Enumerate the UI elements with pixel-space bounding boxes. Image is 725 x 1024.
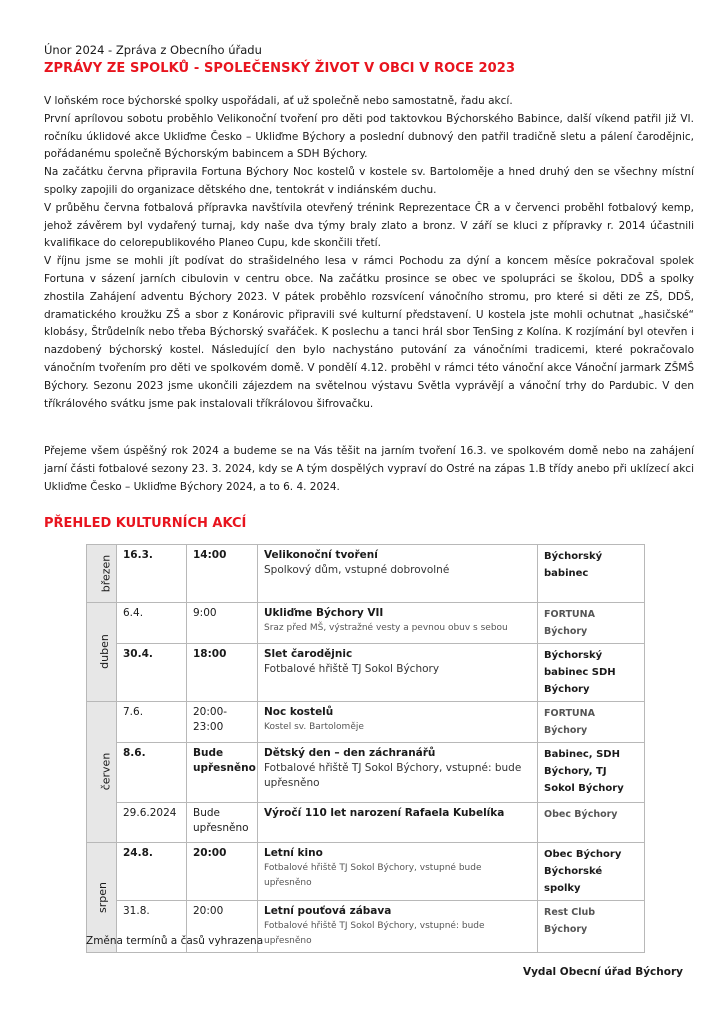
event-time: 20:00-23:00 <box>193 706 228 733</box>
table-row <box>87 702 645 743</box>
table-row <box>87 603 645 644</box>
event-organizer: Babinec, SDH Býchory, TJ Sokol Býchory <box>544 749 624 794</box>
report-header: Únor 2024 - Zpráva z Obecního úřadu <box>44 43 262 57</box>
month-label: březen <box>99 554 113 592</box>
events-section-title: PŘEHLED KULTURNÍCH AKCÍ <box>44 516 247 531</box>
event-date: 30.4. <box>123 648 153 660</box>
event-time: 18:00 <box>193 648 227 660</box>
report-body <box>44 93 694 413</box>
events-table <box>86 544 645 953</box>
event-time: 20:00 <box>193 905 224 917</box>
event-name: Letní pouťová zábava <box>264 905 392 917</box>
event-date: 16.3. <box>123 549 153 561</box>
event-date: 6.4. <box>123 607 144 619</box>
event-name: Noc kostelů <box>264 706 334 718</box>
event-place: Fotbalové hřiště TJ Sokol Býchory, vstupné: bude upřesněno <box>264 921 485 946</box>
month-label: červen <box>99 752 113 791</box>
event-name: Letní kino <box>264 847 323 859</box>
event-date: 24.8. <box>123 847 153 859</box>
schedule-footnote: Změna termínů a časů vyhrazena <box>86 935 264 947</box>
event-name: Dětský den – den záchranářů <box>264 747 436 759</box>
event-date: 7.6. <box>123 706 144 718</box>
month-label: duben <box>97 634 111 669</box>
event-date: 31.8. <box>123 905 150 917</box>
event-place: Sraz před MŠ, výstražné vesty a pevnou obuv s sebou <box>264 623 508 633</box>
event-place: Kostel sv. Bartoloměje <box>264 722 364 732</box>
table-row <box>87 743 645 803</box>
month-cell-cerven <box>87 702 117 843</box>
table-row <box>87 803 645 843</box>
event-place: Fotbalové hřiště TJ Sokol Býchory, vstupné: bude upřesněno <box>264 762 522 789</box>
event-name: Velikonoční tvoření <box>264 549 378 561</box>
event-place: Fotbalové hřiště TJ Sokol Býchory <box>264 663 440 675</box>
event-date: 29.6.2024 <box>123 807 177 819</box>
body-paragraph: V říjnu jsme se mohli jít podívat do strašidelného lesa v rámci Pochodu za dýní a koncem měsíce pokračoval spolek Fortuna v sázení jarních cibulovin v centru obce. Na začátku prosince se obec ve spolupráci se školou, DDŠ a spolky zhostila Zahájení adventu Býchory 2023. V pátek proběhlo rozsvícení vánočního stromu, pro které si děti ze ZŠ, DDŠ, dramatického kroužku ZŠ a sbor z Konárovic připravili své kulturní představení. U kostela jste mohli ochutnat „hasičské“ klobásy, Štrůdelník nebo třeba Býchorský svařáček. K poslechu a tanci hrál sbor TenSing z Kolína. K rozjímání byl otevřen i nazdobený býchorský kostel. Následující den bylo nachystáno putování za vánočními tradicemi, které pokračovalo vánočním tvořením pro děti ve spolkovém domě. V pondělí 4.12. proběhl v rámci této vánoční akce Vánoční jarmark ZŠMŠ Býchory. Sezonu 2023 jsme ukončili zájezdem na světelnou výstavu Světla vyprávějí a vánoční trhy do Pardubic. V den tříkrálového svátku jsme pak instalovali tříkrálovou šifrovačku. <box>44 255 694 410</box>
event-organizer: FORTUNA Býchory <box>544 609 595 637</box>
event-name: Slet čarodějnic <box>264 648 353 660</box>
event-organizer: Obec Býchory <box>544 809 618 820</box>
body-paragraph: V průběhu června fotbalová přípravka navštívila otevřený trénink Reprezentace ČR a v červenci proběhl fotbalový kemp, jehož závěrem byl vydařený turnaj, kdy naše dva týmy braly zlato a bronz. V září se kluci z přípravky r. 2014 účastnili kvalifikace do celorepublikového Planeo Cupu, kde skončili třetí. <box>44 201 694 250</box>
closing-paragraph: Přejeme všem úspěšný rok 2024 a budeme se na Vás těšit na jarním tvoření 16.3. ve spolkovém domě nebo na zahájení jarní části fotbalové sezony 23. 3. 2024, kdy se A tým dospělých vypraví do Ostré na zápas 1.B třídy anebo při uklízecí akci Ukliďme Česko – Ukliďme Býchory 2024, a to 6. 4. 2024. <box>44 445 694 493</box>
month-cell-brezen <box>87 545 117 603</box>
body-paragraph: Na začátku června připravila Fortuna Býchory Noc kostelů v kostele sv. Bartoloměje a hned druhý den se všechny místní spolky zapojili do organizace dětského dne, tentokrát v indiánském duchu. <box>44 166 694 196</box>
event-place: Fotbalové hřiště TJ Sokol Býchory, vstupné bude upřesněno <box>264 863 482 888</box>
body-paragraph: V loňském roce býchorské spolky uspořádali, ať už společně nebo samostatně, řadu akcí. <box>44 95 513 107</box>
event-organizer: Rest Club Býchory <box>544 907 596 935</box>
month-label: srpen <box>95 881 109 913</box>
event-name: Výročí 110 let narození Rafaela Kubelíka <box>264 807 505 819</box>
event-organizer: Býchorský babinec <box>544 551 603 579</box>
event-organizer: FORTUNA Býchory <box>544 708 595 736</box>
page-title: ZPRÁVY ZE SPOLKŮ - SPOLEČENSKÝ ŽIVOT V OBCI V ROCE 2023 <box>44 61 516 76</box>
event-organizer: Obec Býchory Býchorské spolky <box>544 849 622 894</box>
event-time: 14:00 <box>193 549 227 561</box>
month-cell-duben <box>87 603 117 702</box>
event-time: Bude upřesněno <box>193 807 249 834</box>
event-time: 20:00 <box>193 847 227 859</box>
event-time: 9:00 <box>193 607 217 619</box>
body-paragraph: První aprílovou sobotu proběhlo Velikonoční tvoření pro děti pod taktovkou Býchorského Babince, další víkend patřil již VI. ročníku úklidové akce Ukliďme Česko – Ukliďme Býchory a poslední dubnový den patřil tradičně sletu a pálení čarodějnic, pořádanému společně Býchorským babincem a SDH Býchory. <box>44 112 694 161</box>
table-row <box>87 843 645 901</box>
issuer-signature: Vydal Obecní úřad Býchory <box>522 966 683 978</box>
event-date: 8.6. <box>123 747 146 759</box>
table-row <box>87 545 645 603</box>
table-row <box>87 644 645 702</box>
event-place: Spolkový dům, vstupné dobrovolné <box>264 564 450 576</box>
event-name: Ukliďme Býchory VII <box>264 607 384 619</box>
event-organizer: Býchorský babinec SDH Býchory <box>544 650 616 695</box>
event-time: Bude upřesněno <box>193 747 256 774</box>
